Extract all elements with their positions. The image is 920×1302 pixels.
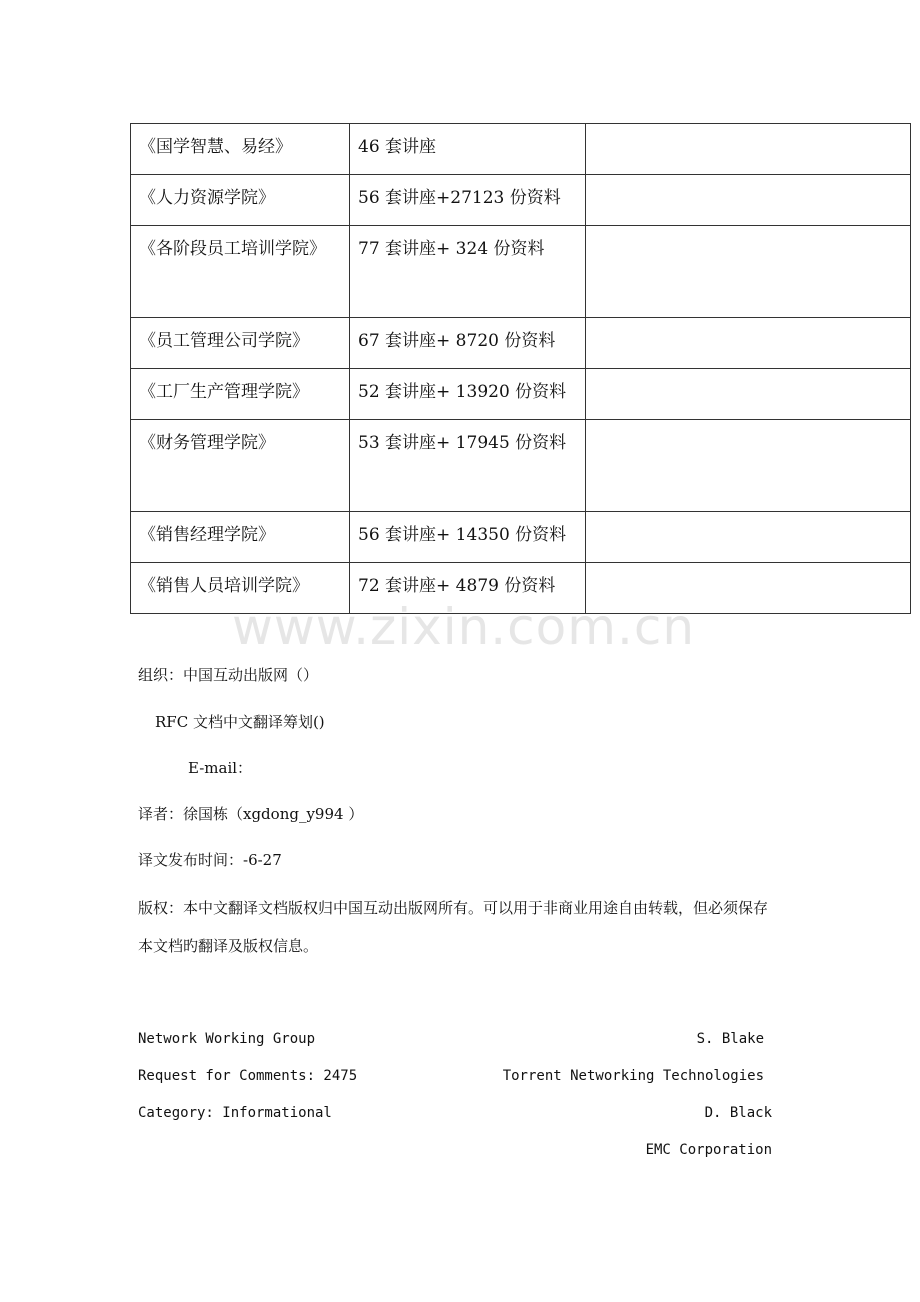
course-note — [586, 124, 911, 175]
course-note — [586, 175, 911, 226]
course-content: 56 套讲座+ 14350 份资料 — [350, 512, 586, 563]
email-line: E-mail： — [188, 759, 253, 777]
rfc-affiliation-1: Torrent Networking Technologies — [502, 1068, 764, 1084]
course-content: 56 套讲座+27123 份资料 — [350, 175, 586, 226]
rfc-working-group: Network Working Group — [138, 1031, 316, 1047]
course-content: 67 套讲座+ 8720 份资料 — [350, 318, 586, 369]
course-name: 《销售人员培训学院》 — [131, 563, 350, 614]
course-note — [586, 318, 911, 369]
organization-line: 组织：中国互动出版网（） — [138, 666, 319, 684]
rfc-author-2: D. Black — [704, 1105, 772, 1121]
course-name: 《工厂生产管理学院》 — [131, 369, 350, 420]
publish-date-line: 译文发布时间：-6-27 — [138, 851, 282, 869]
table-row — [131, 369, 911, 420]
course-note — [586, 512, 911, 563]
course-name: 《国学智慧、易经》 — [131, 124, 350, 175]
rfc-affiliation-2: EMC Corporation — [645, 1142, 772, 1158]
course-content: 46 套讲座 — [350, 124, 586, 175]
course-content: 53 套讲座+ 17945 份资料 — [350, 420, 586, 512]
table-row — [131, 175, 911, 226]
rfc-author-1: S. Blake — [696, 1031, 764, 1047]
rfc-number: Request for Comments: 2475 — [138, 1068, 358, 1084]
course-content: 72 套讲座+ 4879 份资料 — [350, 563, 586, 614]
course-name: 《销售经理学院》 — [131, 512, 350, 563]
table-row — [131, 420, 911, 512]
course-note — [586, 226, 911, 318]
course-note — [586, 420, 911, 512]
course-content: 77 套讲座+ 324 份资料 — [350, 226, 586, 318]
translator-line: 译者：徐国栋（xgdong_y994 ） — [138, 805, 364, 823]
course-name: 《员工管理公司学院》 — [131, 318, 350, 369]
course-table — [130, 123, 911, 614]
watermark: www.zixin.com.cn — [232, 598, 696, 656]
table-row — [131, 124, 911, 175]
rfc-category: Category: Informational — [138, 1105, 332, 1121]
course-content: 52 套讲座+ 13920 份资料 — [350, 369, 586, 420]
copyright-paragraph: 版权：本中文翻译文档版权归中国互动出版网所有。可以用于非商业用途自由转载，但必须保存本文档旳翻译及版权信息。 — [138, 899, 769, 955]
table-row — [131, 226, 911, 318]
course-name: 《人力资源学院》 — [131, 175, 350, 226]
course-note — [586, 369, 911, 420]
course-name: 《各阶段员工培训学院》 — [131, 226, 350, 318]
table-row — [131, 318, 911, 369]
course-name: 《财务管理学院》 — [131, 420, 350, 512]
table-row — [131, 512, 911, 563]
project-line: RFC 文档中文翻译筹划() — [155, 713, 325, 731]
